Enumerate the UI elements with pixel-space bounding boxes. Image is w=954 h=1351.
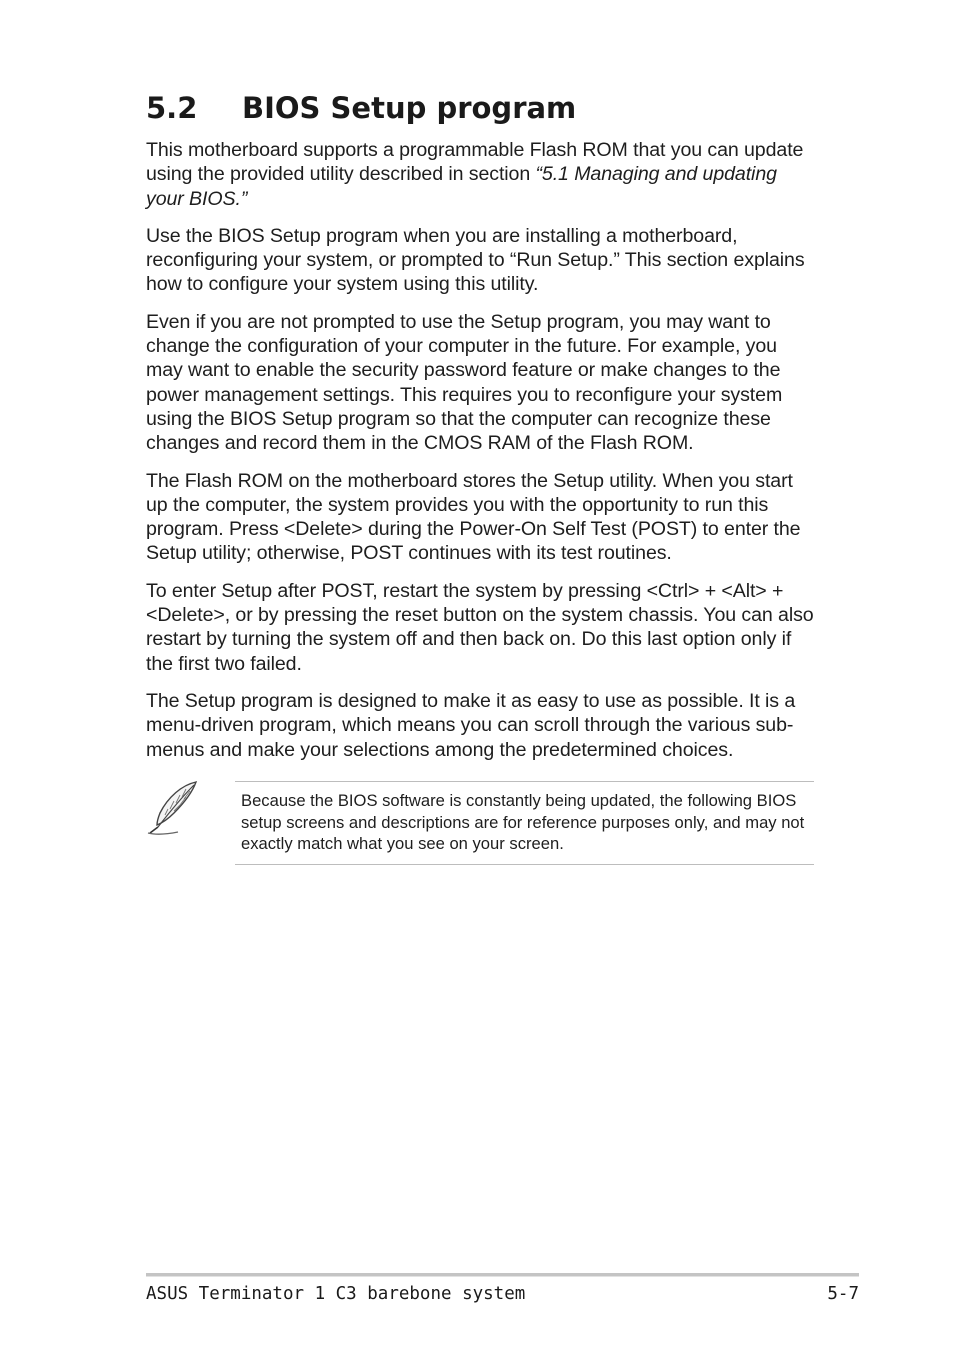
footer-product-name: ASUS Terminator 1 C3 barebone system (146, 1284, 526, 1304)
feather-pen-icon (146, 779, 202, 835)
footer-rule (146, 1273, 859, 1277)
section-number: 5.2 (146, 91, 198, 125)
paragraph-use-setup: Use the BIOS Setup program when you are installing a motherboard, reconfiguring your system, or prompted to “Run Setup.” This section explains how to configure your system using this utility. (146, 224, 805, 296)
page-footer (146, 1273, 859, 1304)
footer-row (146, 1284, 859, 1304)
section-reference: “5.1 Managing and updating your BIOS.” (146, 163, 777, 210)
page-content (146, 88, 814, 775)
note-callout (146, 775, 814, 865)
footer-page-number: 5-7 (827, 1284, 859, 1304)
paragraph-change-config: Even if you are not prompted to use the Setup program, you may want to change the configuration of your computer in the future. For example, you may want to enable the security password feature or make changes to the power management settings. This requires you to reconfigure your system using the BIOS Setup program so that the computer can recognize these changes and record them in the CMOS RAM of the Flash ROM. (146, 310, 783, 455)
paragraph-flash-rom (146, 138, 814, 211)
section-heading (146, 88, 814, 128)
note-box (235, 781, 814, 865)
paragraph-flash-rom-text: This motherboard supports a programmable Flash ROM that you can update using the provided utility described in section (146, 139, 804, 186)
paragraph-menu-driven: The Setup program is designed to make it as easy to use as possible. It is a menu-driven program, which means you can scroll through the various sub-menus and make your selections among the predetermined choices. (146, 689, 796, 761)
paragraph-flash-rom-stores: The Flash ROM on the motherboard stores the Setup utility. When you start up the computer, the system provides you with the opportunity to run this program. Press <Delete> during the Power-On Self Test (POST) to enter the Setup utility; otherwise, POST continues with its test routines. (146, 469, 801, 565)
paragraph-enter-setup: To enter Setup after POST, restart the system by pressing <Ctrl> + <Alt> + <Delete>, or by pressing the reset button on the system chassis. You can also restart by turning the system off and then back on. Do this last option only if the first two failed. (146, 579, 814, 675)
section-title: BIOS Setup program (242, 91, 577, 125)
note-text: Because the BIOS software is constantly being updated, the following BIOS setup screens and descriptions are for reference purposes only, and may not exactly match what you see on your screen. (241, 791, 805, 853)
